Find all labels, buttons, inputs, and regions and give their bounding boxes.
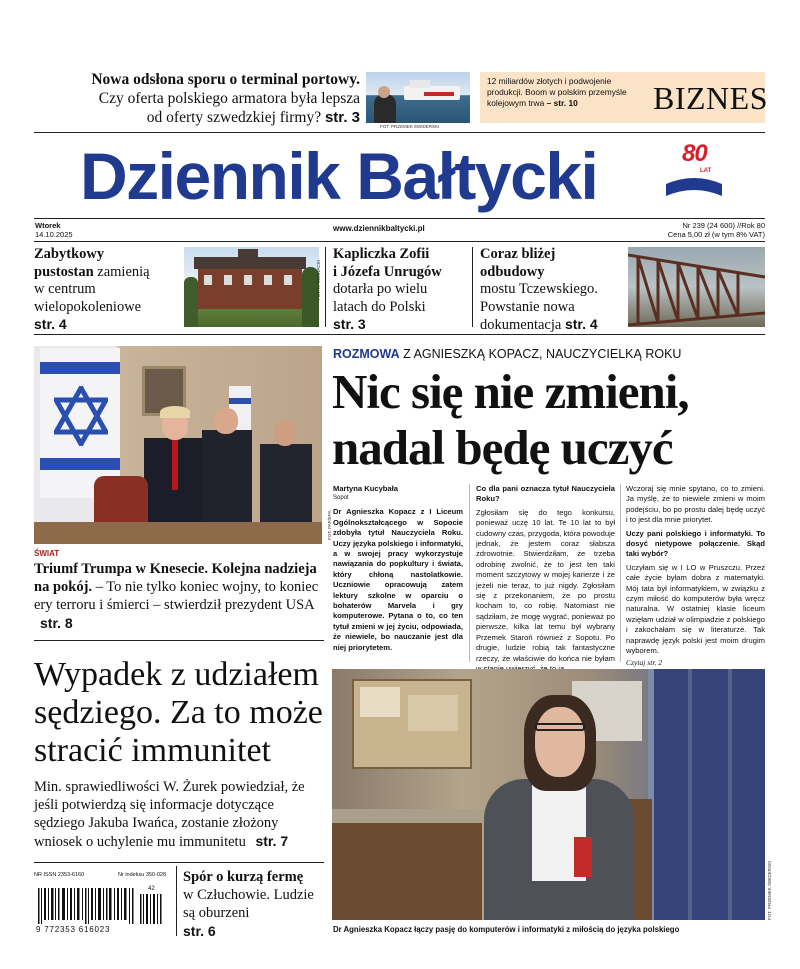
bottom-teaser-line2: w Człuchowie. Ludzie	[183, 887, 314, 903]
dateline-url[interactable]: www.dziennikbaltycki.pl	[333, 224, 425, 233]
world-photo[interactable]	[34, 346, 322, 544]
top-teaser-title: Nowa odsłona sporu o terminal portowy.	[91, 71, 360, 88]
dateline-bottom-rule	[34, 241, 765, 242]
accident-headline[interactable]	[34, 656, 334, 770]
dateline-price: Cena 5,00 zł (w tym 8% VAT)	[667, 230, 765, 239]
bottom-teaser-divider	[176, 866, 177, 936]
biznes-label: BIZNES	[653, 80, 768, 116]
dateline-day: Wtorek	[35, 221, 61, 230]
section-rule	[34, 334, 765, 335]
teaser-building-title2: pustostan	[34, 263, 94, 280]
bottom-teaser-title: Spór o kurzą fermę	[183, 869, 304, 885]
teaser-bridge-ref[interactable]: str. 4	[564, 316, 598, 332]
main-author: Martyna Kucybała	[333, 484, 398, 493]
main-col-3	[626, 484, 765, 671]
teaser-bridge-title1: Coraz bliżej	[480, 246, 556, 262]
accident-headline-line1: Wypadek z udziałem	[34, 656, 319, 693]
teaser-chapel-photo-credit: FOT. K. KORNACKI	[316, 259, 321, 300]
teaser-chapel-line3: dotarła po wielu	[333, 281, 428, 297]
teaser-building-rest: zamienią	[93, 263, 150, 280]
world-text: – To nie tylko koniec wojny, to koniec ery terroru i śmierci – stwierdził prezydent USA	[34, 579, 319, 613]
dateline-date: 14.10.2025	[35, 230, 73, 239]
teaser-building-photo[interactable]	[184, 247, 319, 327]
teaser-bridge-line4: Powstanie nowa	[480, 298, 575, 315]
barcode-digits: 9 772353 616023	[36, 925, 111, 934]
main-headline-line2: nadal będę uczyć	[332, 420, 673, 475]
teaser-bridge-line3: mostu Tczewskiego.	[480, 281, 598, 297]
main-lead: Dr Agnieszka Kopacz z I Liceum Ogólnokształcącego w Sopocie zdobyła tytuł Nauczyciela Roku. Uczy języka polskiego i informatyki, a w swojej pracy wykorzystuje nawiązania do popkultury i świata, który chłoną nastolatkowie. Uczniowie opracowują zatem lektury szkolne w oparciu o bohaterów Marvela i gry komputerowe. Pytana o to, co ten tytuł zmieni w jej życiu, odpowiada, że niewiele, bo nauczanie jest dla niej priorytetem.	[333, 507, 463, 652]
main-col-divider-2	[620, 484, 621, 662]
biznes-box[interactable]	[480, 72, 768, 123]
barcode	[36, 888, 166, 928]
barcode-index: Nr indeksu 350-028	[118, 872, 167, 878]
teaser-divider-1	[325, 247, 326, 327]
world-story[interactable]	[34, 560, 324, 633]
main-kicker	[333, 346, 681, 362]
masthead-title[interactable]: Dziennik Bałtycki	[80, 139, 598, 213]
teaser-bridge-line5: dokumentacja	[480, 317, 562, 333]
main-q1: Co dla pani oznacza tytuł Nauczyciela Roku?	[476, 484, 615, 504]
masthead-top-rule	[34, 132, 765, 133]
main-a1b: Wczoraj się mnie spytano, co to zmieni. Ja myślę, że to niewiele zmieni w moim podejściu, bo po prostu dalej będę uczyć i to jest dla mnie priorytet.	[626, 484, 765, 525]
top-teaser[interactable]	[60, 70, 360, 127]
main-a1: Zgłosiłam się do tego konkursu, ponieważ uczę 10 lat. Te 10 lat to był cudowny czas, przygoda, która powoduje jednak, że jestem coraz słabsza zdrowotnie. Stwierdziłam, że trzeba odrobinę zwolnić, że to jest ten taki moment szczytowy w mojej karierze i że jeżeli nie teraz, to już nigdy. Zgłosiłam się z przekonaniem, że po prostu kocham to, co robię. Natomiast nie sądziłam, że mogę wygrać, ponieważ po pierwsze, kilka lat temu był wybrany Przemek Staroń również z Sopotu. Po drugie, ludzie robią tak fantastyczne rzeczy, że właściwie do końca nie byłam	[476, 507, 615, 663]
main-col-1	[333, 484, 463, 656]
main-q2: Uczy pani polskiego i informatyki. To dosyć nietypowe połączenie. Skąd taki wybór?	[626, 528, 765, 559]
main-kicker-rest: Z AGNIESZKĄ KOPACZ, NAUCZYCIELKĄ ROKU	[399, 347, 682, 361]
teaser-chapel-title1: Kapliczka Zofii	[333, 246, 430, 262]
biznes-ref[interactable]: – str. 10	[546, 98, 578, 108]
main-place: Sopot	[333, 495, 349, 502]
top-teaser-ref[interactable]: str. 3	[324, 109, 360, 126]
bottom-teaser-ref[interactable]: str. 6	[183, 923, 216, 939]
main-headline-line1: Nic się nie zmieni,	[332, 364, 689, 419]
main-kicker-bold: ROZMOWA	[333, 347, 400, 361]
main-photo-credit: FOT. PRZEMEK ŚWIDERSKI	[767, 860, 772, 920]
main-headline[interactable]	[332, 364, 772, 476]
bottom-teaser-line3: są oburzeni	[183, 905, 250, 921]
world-ref[interactable]: str. 8	[40, 615, 73, 631]
teaser-building-title1: Zabytkowy	[34, 246, 105, 262]
accident-text: Min. sprawiedliwości W. Żurek powiedział, że jeśli potwierdzą się informacje dotyczące sędziego Jakuba Iwańca, zostanie złożony wniosek o uchylenie mu immunitetu	[34, 779, 305, 850]
teaser-divider-2	[472, 247, 473, 327]
main-col-2	[476, 484, 615, 677]
dateline-issue: Nr 239 (24 600) //Rok 80	[682, 221, 765, 230]
world-photo-credit: FOT. PAP/EPA	[327, 510, 332, 540]
accident-top-rule	[34, 640, 324, 641]
teaser-chapel[interactable]	[333, 246, 483, 334]
accident-story[interactable]	[34, 778, 326, 851]
anniversary-sub: LAT	[700, 168, 712, 174]
barcode-addon: 42	[148, 886, 155, 892]
top-teaser-line2: Czy oferta polskiego armatora była lepsza	[98, 90, 360, 107]
main-col-divider-1	[469, 484, 470, 662]
teaser-building[interactable]	[34, 246, 184, 334]
main-a2: Uczyłam się w I LO w Pruszczu. Przez całe życie byłam dobra z matematyki. Mój tata był informatykiem, w związku z czym miłość do komputerów była wręcz naturalna. W ostatniej klasie liceum wzięłam udział w olimpiadzie z polskiego i zakochałam się w literaturze. Tak naprawdę język polski jest moim drugim wyborem.	[626, 562, 765, 656]
anniversary-badge	[664, 140, 724, 200]
barcode-issn: NR ISSN 2353-6160	[34, 872, 85, 878]
teaser-building-line4: wielopokoleniowe	[34, 298, 142, 315]
teaser-building-line3: w centrum	[34, 281, 96, 297]
main-photo[interactable]	[332, 669, 765, 920]
teaser-bridge-photo[interactable]	[628, 247, 765, 327]
teaser-bridge-title2: odbudowy	[480, 263, 545, 280]
accident-ref[interactable]: str. 7	[255, 833, 289, 849]
accident-headline-line3: stracić immunitet	[34, 732, 271, 769]
teaser-bridge[interactable]	[480, 246, 630, 335]
biznes-text: 12 miliardów złotych i podwojenie produkcji. Boom w polskim przemyśle kolejowym trwa	[487, 76, 627, 108]
main-photo-caption: Dr Agnieszka Kopacz łączy pasję do komputerów i informatyki z miłością do języka polskiego	[333, 925, 680, 934]
barcode-icon	[36, 888, 166, 928]
main-more[interactable]: Czytaj str. 2	[626, 657, 663, 667]
bridge-truss-icon	[628, 247, 765, 327]
top-teaser-photo-credit: FOT. PRZEMEK ŚWIDERSKI	[380, 124, 440, 129]
anniversary-number: 80	[682, 140, 707, 167]
bottom-teaser[interactable]	[183, 868, 328, 940]
teaser-chapel-title2: i Józefa Unrugów	[333, 263, 442, 280]
world-headline: Triumf Trumpa w Knesecie. Kolejna nadzieja na pokój.	[34, 561, 317, 595]
accident-headline-line2: sędziego. Za to może	[34, 694, 323, 731]
dateline-rule	[34, 218, 765, 219]
teaser-building-ref[interactable]: str. 4	[34, 316, 67, 332]
teaser-chapel-line4: latach do Polski	[333, 298, 426, 315]
top-teaser-line3: od oferty szwedzkiej firmy?	[146, 109, 322, 126]
teaser-chapel-ref[interactable]: str. 3	[333, 316, 366, 332]
world-section-label: ŚWIAT	[34, 549, 60, 558]
top-teaser-photo[interactable]	[366, 72, 470, 123]
accident-bottom-rule	[34, 862, 324, 863]
